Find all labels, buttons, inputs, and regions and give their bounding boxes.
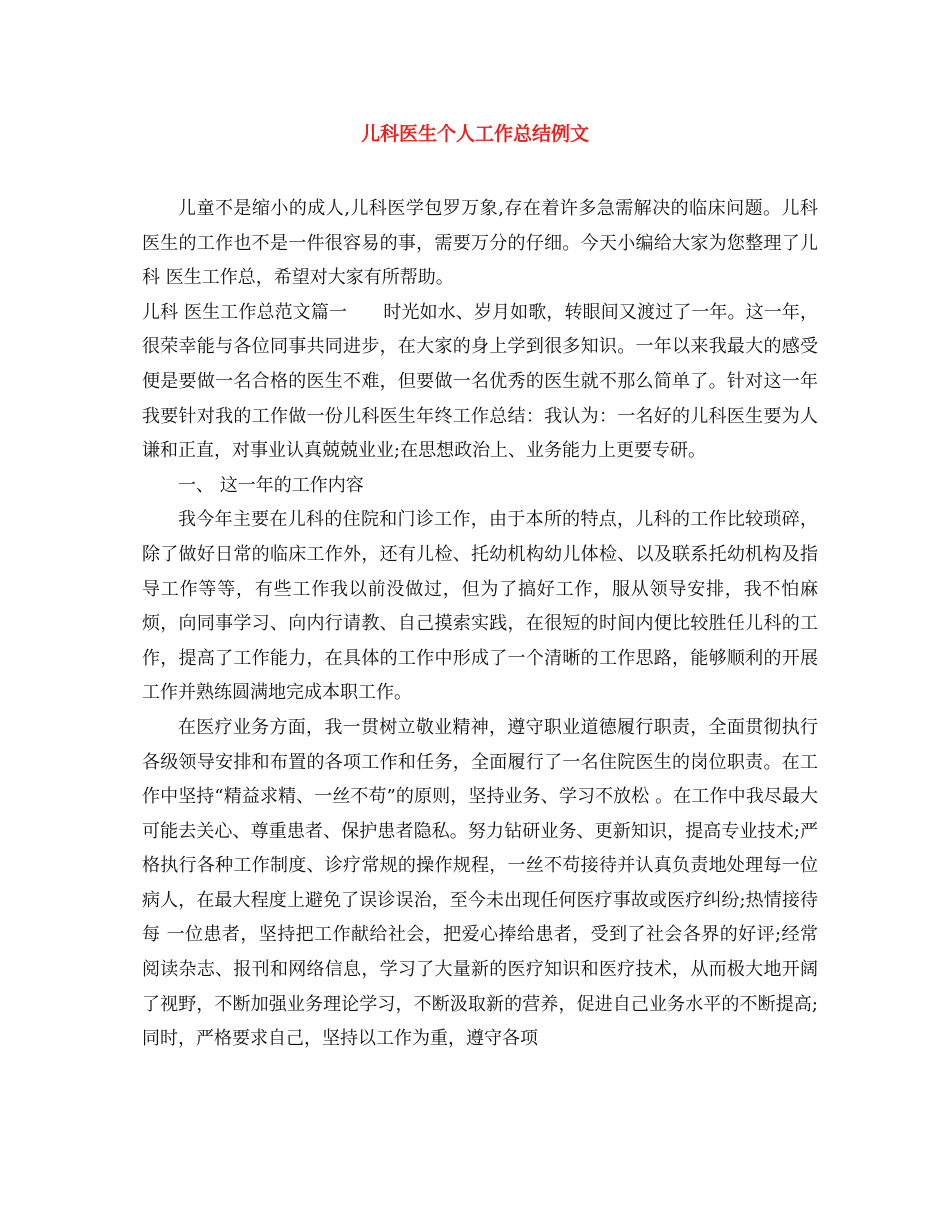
section-heading-work-content: 一、 这一年的工作内容 — [178, 474, 364, 496]
paragraph-work-content: 我今年主要在儿科的住院和门诊工作，由于本所的特点，儿科的工作比较琐碎，除了做好日常的临床工作外，还有儿检、托幼机构幼儿体检、以及联系托幼机构及指导工作等等，有些工作我以前没做过，但为了搞好工作，服从领导安排，我不怕麻烦，向同事学习、向内行请教、自己摸索实践，在很短的时间内便比较胜任儿科的工作，提高了工作能力，在具体的工作中形成了一个清晰的工作思路，能够顺利的开展工作并熟练圆满地完成本职工作。 — [142, 509, 818, 704]
document-body — [142, 192, 818, 1057]
document-title: 儿科医生个人工作总结例文 — [360, 123, 589, 145]
paragraph-intro: 儿童不是缩小的成人,儿科医学包罗万象,存在着许多急需解决的临床问题。儿科医生的工作也不是一件很容易的事，需要万分的仔细。今天小编给大家为您整理了儿科 医生工作总，希望对大家有所帮助。 — [142, 198, 818, 289]
paragraph-medical-business: 在医疗业务方面，我一贯树立敬业精神，遵守职业道德履行职责，全面贯彻执行各级领导安排和布置的各项工作和任务，全面履行了一名住院医生的岗位职责。在工作中坚持“精益求精、一丝不苟”的原则，坚持业务、学习不放松 。在工作中我尽最大可能去关心、尊重患者、保护患者隐私。努力钻研业务、更新知识，提高专业技术;严格执行各种工作制度、诊疗常规的操作规程，一丝不苟接待并认真负责地处理每一位病人，在最大程度上避免了误诊误治，至今未出现任何医疗事故或医疗纠纷;热情接待每 一位患者，坚持把工作献给社会，把爱心捧给患者，受到了社会各界的好评;经常阅读杂志、报刊和网络信息，学习了大量新的医疗知识和医疗技术，从而极大地开阔了视野，不断加强业务理论学习，不断汲取新的营养，促进自己业务水平的不断提高;同时，严格要求自己，坚持以工作为重，遵守各项 — [142, 716, 818, 1050]
paragraph-sample-one: 儿科 医生工作总范文篇一 时光如水、岁月如歌，转眼间又渡过了一年。这一年，很荣幸能与各位同事共同进步，在大家的身上学到很多知识。一年以来我最大的感受便是要做一名合格的医生不难，但要做一名优秀的医生就不那么简单了。针对这一年我要针对我的工作做一份儿科医生年终工作总结：我认为：一名好的儿科医生要为人谦和正直，对事业认真兢兢业业;在思想政治上、业务能力上更要专研。 — [142, 301, 818, 462]
